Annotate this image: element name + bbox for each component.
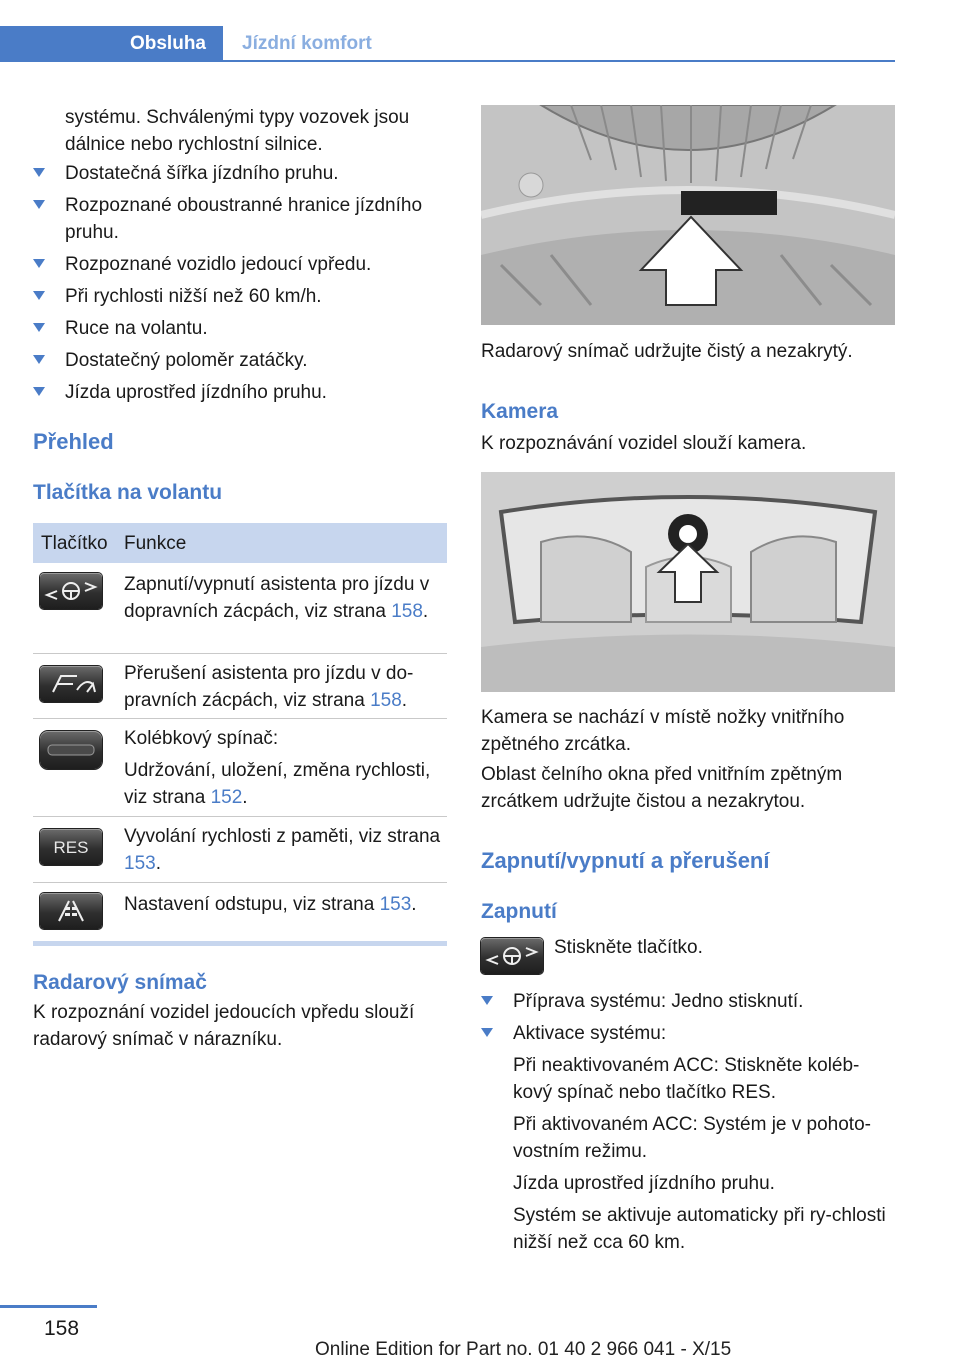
header-rule (0, 60, 895, 62)
row-text: Nastavení odstupu, viz strana 153. (124, 894, 417, 915)
list-item: Dostatečný poloměr zatáčky. (33, 347, 447, 374)
tab-jizdni-komfort[interactable]: Jízdní komfort (242, 32, 372, 54)
list-item: Příprava systému: Jedno stisknutí. (481, 988, 895, 1015)
overview-heading: Přehled (33, 429, 114, 454)
res-button-icon: RES (40, 829, 102, 865)
radar-caption: Radarový snímač udržujte čistý a nezakrytý. (481, 341, 853, 362)
press-button-text: Stiskněte tlačítko. (554, 937, 703, 958)
camera-clean: Oblast čelního okna před vnitřním zpětným zrcátkem udržujte čistou a nezakrytou. (481, 764, 843, 812)
table-row (33, 817, 447, 883)
buttons-table (33, 523, 447, 939)
table-row (33, 883, 447, 939)
table-row (33, 719, 447, 817)
steering-wheel-assist-icon (481, 938, 543, 974)
list-item: Ruce na volantu. (33, 315, 447, 342)
row-text: Zapnutí/vypnutí asistenta pro jízdu v dopravních zácpách, viz strana 158. (124, 574, 430, 622)
radar-sensor-photo (481, 105, 895, 325)
intro-paragraph: systému. Schválenými typy vozovek jsou dálnice nebo rychlostní silnice. (65, 107, 410, 155)
list-item: Jízda uprostřed jízdního pruhu. (33, 379, 447, 406)
camera-photo (481, 472, 895, 692)
list-item: Při rychlosti nižší než 60 km/h. (33, 283, 447, 310)
list-item: Rozpoznané vozidlo jedoucí vpředu. (33, 251, 447, 278)
column-header-button: Tlačítko (41, 532, 108, 554)
lane-assist-interrupt-icon (40, 666, 102, 702)
sub-item: Systém se aktivuje automaticky při ry-chlosti nižší než cca 60 km. (513, 1205, 886, 1253)
buttons-heading: Tlačítka na volantu (33, 481, 223, 504)
edition-text: Online Edition for Part no. 01 40 2 966 041 - X/15 (315, 1339, 732, 1360)
radar-text: K rozpoznání vozidel jedoucích vpředu slouží radarový snímač v nárazníku. (33, 1002, 415, 1050)
page-link[interactable]: 153 (379, 894, 412, 915)
sub-item: Jízda uprostřed jízdního pruhu. (513, 1173, 775, 1194)
onoff-heading: Zapnutí/vypnutí a přerušení (481, 848, 770, 873)
bullet-triangle-icon (33, 355, 45, 364)
intro-text (65, 104, 447, 158)
footer-rule (0, 1305, 97, 1308)
camera-location: Kamera se nachází v místě nožky vnitřního zpětného zrcátka. (481, 707, 845, 755)
condition-list (33, 160, 447, 406)
row-text: Kolébkový spínač: Udržování, uložení, změna rychlosti, viz strana 152. (124, 728, 431, 808)
page-number: 158 (44, 1317, 80, 1340)
bullet-triangle-icon (33, 200, 45, 209)
sub-item: Při neaktivovaném ACC: Stiskněte koléb-kový spínač nebo tlačítko RES. (513, 1055, 860, 1103)
bullet-triangle-icon (33, 387, 45, 396)
table-row (33, 654, 447, 719)
page-link[interactable]: 152 (210, 787, 243, 808)
distance-button-icon (40, 893, 102, 929)
bullet-triangle-icon (33, 168, 45, 177)
on-heading: Zapnutí (481, 900, 557, 923)
steering-wheel-assist-icon (40, 573, 102, 609)
sub-item: Při aktivovaném ACC: Systém je v pohoto-vostním režimu. (513, 1114, 871, 1162)
list-item: Dostatečná šířka jízdního pruhu. (33, 160, 447, 187)
camera-text: K rozpoznávání vozidel slouží kamera. (481, 433, 807, 454)
rocker-switch-icon (40, 731, 102, 769)
list-item: Rozpoznané oboustranné hranice jízdního pruhu. (33, 192, 447, 246)
table-header (33, 523, 447, 563)
row-text: Vyvolání rychlosti z paměti, viz strana 153. (124, 826, 441, 874)
table-bottom-rule (33, 941, 447, 946)
bullet-triangle-icon (481, 1028, 493, 1037)
list-item: Aktivace systému: (481, 1020, 895, 1047)
page-link[interactable]: 158 (370, 690, 402, 711)
bullet-triangle-icon (481, 996, 493, 1005)
radar-heading: Radarový snímač (33, 971, 207, 994)
bullet-triangle-icon (33, 323, 45, 332)
page-link[interactable]: 158 (391, 601, 423, 622)
bullet-triangle-icon (33, 259, 45, 268)
activation-list (481, 988, 895, 1256)
row-text: Přerušení asistenta pro jízdu v do-pravních zácpách, viz strana 158. (124, 663, 414, 711)
page-link[interactable]: 153 (124, 853, 156, 874)
table-row (33, 563, 447, 654)
camera-heading: Kamera (481, 400, 559, 423)
bullet-triangle-icon (33, 291, 45, 300)
tab-obsluha[interactable]: Obsluha (0, 26, 223, 60)
column-header-function: Funkce (124, 532, 187, 554)
